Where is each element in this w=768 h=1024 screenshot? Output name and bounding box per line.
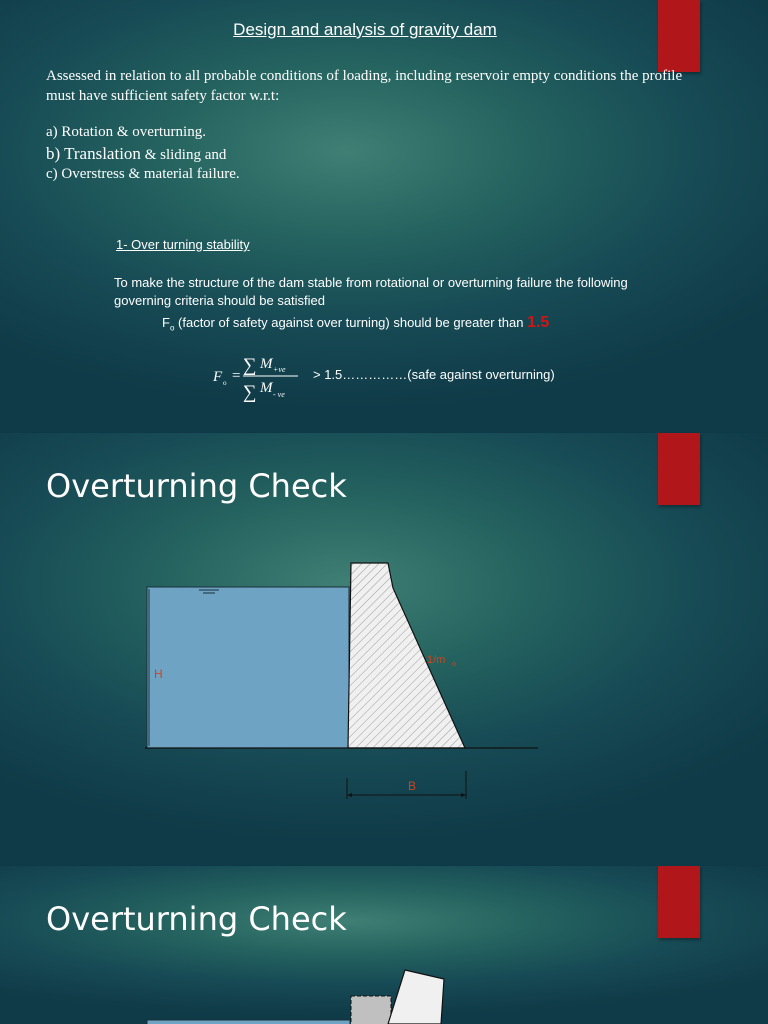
height-label: H <box>154 667 163 681</box>
dam-diagram <box>0 433 768 865</box>
intro-paragraph: Assessed in relation to all probable conditions of loading, including reservoir empty conditions the profile must have sufficient safety factor w.r.t: <box>46 68 683 104</box>
fo-letter: F <box>162 315 170 330</box>
slide-heading: Overturning Check <box>46 900 347 938</box>
list-item-b-rest: & sliding and <box>140 147 227 163</box>
fo-description: (factor of safety against over turning) should be greater than <box>174 315 528 330</box>
slope-label: 1/m <box>427 654 446 666</box>
fo-required-value: 1.5 <box>527 314 550 331</box>
dam-original-position <box>351 996 391 1024</box>
list-item-b-main: b) Translation <box>46 144 141 163</box>
section-subheading: 1- Over turning stability <box>116 237 250 252</box>
reservoir-water <box>147 587 349 748</box>
formula-lhs: F <box>213 369 223 385</box>
denominator-sub: - ve <box>273 390 285 399</box>
list-item-b <box>46 144 226 164</box>
dim-arrow-left <box>347 793 352 797</box>
slide-heading: Overturning Check <box>46 467 347 505</box>
numerator-m: M <box>260 356 273 372</box>
denominator-sigma: ∑ <box>243 382 257 403</box>
fo-subscript: o <box>169 323 175 333</box>
dam-rotated-body <box>388 970 444 1024</box>
slide-1 <box>0 0 768 432</box>
slide-3 <box>0 866 768 1024</box>
factor-of-safety-line <box>162 314 549 333</box>
criteria-paragraph: To make the structure of the dam stable from rotational or overturning failure the following governing criteria should be satisfied <box>114 275 628 308</box>
slope-label-sub: o <box>452 661 456 668</box>
base-label: B <box>408 779 417 793</box>
slide-title: Design and analysis of gravity dam <box>233 20 497 39</box>
rotated-dam-diagram <box>0 866 768 1024</box>
overturning-formula <box>210 348 320 404</box>
dam-body <box>348 563 465 748</box>
list-item-c: c) Overstress & material failure. <box>46 166 240 182</box>
list-item-a: a) Rotation & overturning. <box>46 124 206 140</box>
slide-2 <box>0 433 768 865</box>
formula-lhs-sub: o <box>223 379 227 387</box>
denominator-m: M <box>260 380 273 396</box>
dim-arrow-right <box>461 793 466 797</box>
formula-equals: = <box>232 368 241 384</box>
numerator-sub: +ve <box>273 365 286 374</box>
reservoir-water <box>147 1020 350 1024</box>
numerator-sigma: ∑ <box>243 355 257 376</box>
safe-condition: > 1.5……………(safe against overturning) <box>313 367 555 382</box>
